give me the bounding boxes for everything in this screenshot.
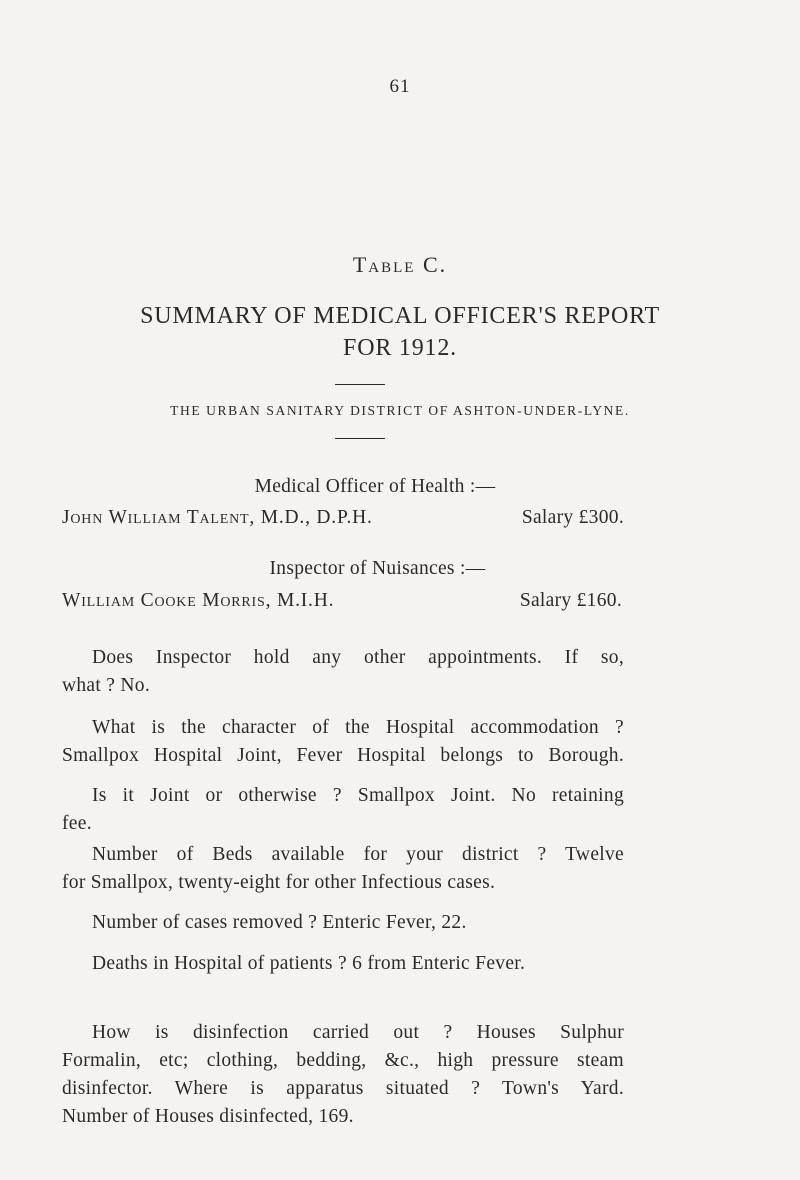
question-disinfection	[62, 1019, 624, 1131]
question-line: Is it Joint or otherwise ? Smallpox Joint. No retaining	[92, 785, 624, 806]
page-number: 61	[389, 76, 411, 97]
question-deaths	[62, 950, 624, 978]
question-line: How is disinfection carried out ? Houses Sulphur	[92, 1022, 624, 1043]
report-title-line-2: FOR 1912.	[343, 335, 457, 361]
question-line: what ? No.	[62, 675, 151, 696]
medical-officer-heading: Medical Officer of Health :—	[254, 476, 496, 497]
question-beds	[62, 841, 624, 897]
medical-officer-name: John William Talent, M.D., D.P.H.	[62, 507, 373, 528]
inspector-row	[62, 590, 622, 612]
question-appointments	[62, 644, 624, 700]
question-line: Smallpox Hospital Joint, Fever Hospital belongs to Borough.	[62, 745, 624, 766]
question-line: Formalin, etc; clothing, bedding, &c., high pressure steam	[62, 1050, 624, 1071]
question-line: Number of Beds available for your district ? Twelve	[92, 844, 624, 865]
question-line: What is the character of the Hospital accommodation ?	[92, 717, 624, 738]
medical-officer-salary: Salary £300.	[521, 507, 624, 528]
report-title-line-1: SUMMARY OF MEDICAL OFFICER'S REPORT	[140, 303, 660, 329]
question-line: fee.	[62, 813, 92, 834]
report-title	[0, 300, 800, 364]
inspector-heading: Inspector of Nuisances :—	[269, 558, 486, 579]
inspector-name: William Cooke Morris, M.I.H.	[62, 590, 335, 611]
question-line: for Smallpox, twenty-eight for other Infectious cases.	[62, 872, 496, 893]
question-line: Number of cases removed ? Enteric Fever, 22.	[92, 912, 467, 933]
inspector-salary: Salary £160.	[519, 590, 622, 611]
table-label: Table C.	[352, 252, 448, 277]
question-line: Does Inspector hold any other appointments. If so,	[92, 647, 624, 668]
question-line: disinfector. Where is apparatus situated ? Town's Yard.	[62, 1078, 624, 1099]
question-line: Deaths in Hospital of patients ? 6 from Enteric Fever.	[92, 953, 526, 974]
question-cases-removed	[62, 909, 624, 937]
question-hospital-accommodation	[62, 714, 624, 770]
divider-rule	[335, 438, 385, 439]
medical-officer-row	[62, 507, 624, 529]
district-heading: THE URBAN SANITARY DISTRICT OF ASHTON-UNDER-LYNE.	[170, 403, 630, 418]
question-joint	[62, 782, 624, 838]
question-line: Number of Houses disinfected, 169.	[62, 1106, 354, 1127]
divider-rule	[335, 384, 385, 385]
